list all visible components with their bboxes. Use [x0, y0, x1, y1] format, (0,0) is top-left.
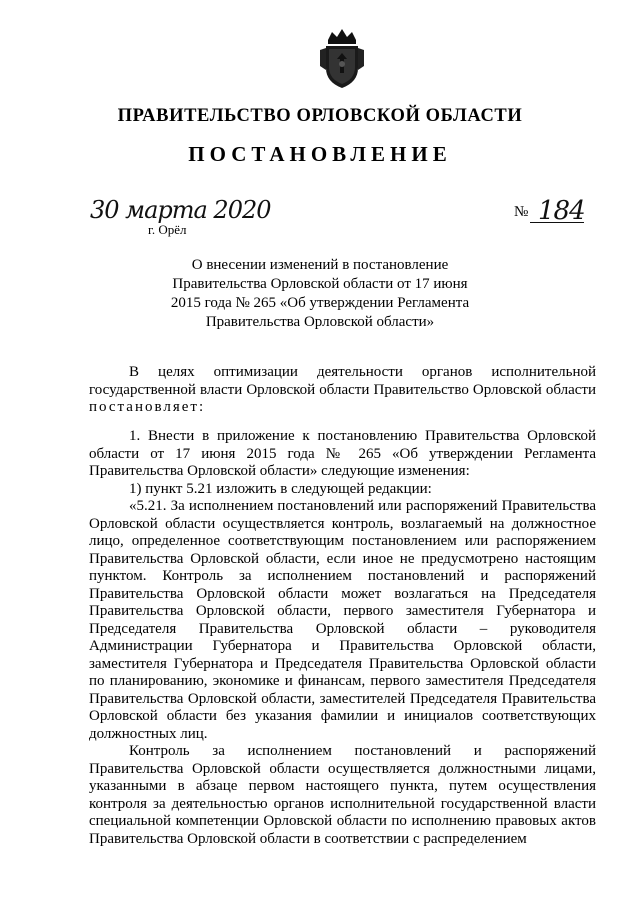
item-1-paragraph: 1. Внести в приложение к постановлению Правительства Орловской области от 17 июня 2015 года № 265 «Об утверждении Регламента Правительства Орловской области» следующие изменения:: [89, 428, 596, 479]
subject-line: О внесении изменений в постановление: [191, 257, 449, 273]
item-1-1-paragraph: 1) пункт 5.21 изложить в следующей редакции:: [129, 480, 432, 497]
handwritten-date: 30 марта 2020: [90, 196, 271, 224]
subject-line: Правительства Орловской области»: [205, 314, 435, 330]
place-of-issue: г. Орёл: [148, 222, 187, 237]
resolution-body: [89, 428, 596, 848]
quoted-paragraph-2: Контроль за исполнением постановлений и распоряжений Правительства Орловской области осуществляется должностными лицами, указанными в абзаце первом настоящего пункта, путем осуществления контроля за деятельностью органов исполнительной государственной власти специальной компетенции Орловской области по исполнению правовых актов Правительства Орловской области в соответствии с распределением: [89, 743, 596, 847]
number-underline: [530, 222, 584, 223]
quoted-amendment: [89, 498, 596, 848]
preamble-text: В целях оптимизации деятельности органов исполнительной государственной власти Орловской области Правительство Орловской области: [89, 364, 596, 398]
preamble-resolves: постановляет:: [89, 399, 206, 415]
preamble: [89, 364, 596, 417]
organization-title: ПРАВИТЕЛЬСТВО ОРЛОВСКОЙ ОБЛАСТИ: [117, 106, 523, 126]
handwritten-document-number: 184: [538, 196, 585, 226]
subject-line: Правительства Орловской области от 17 июня: [172, 276, 468, 292]
document-type-title: ПОСТАНОВЛЕНИЕ: [188, 142, 452, 166]
coat-of-arms-emblem: [318, 26, 366, 90]
document-subject: [150, 256, 490, 332]
number-sign: №: [514, 204, 529, 220]
quoted-paragraph-1: «5.21. За исполнением постановлений или распоряжений Правительства Орловской области осуществляется контроль, возлагаемый на должностное лицо, определенное соответствующим постановлением или распоряжением Правительства Орловской области, если иное не предусмотрено настоящим пунктом. Контроль за исполнением постановлений и распоряжений Правительства Орловской области может возлагаться на Председателя Правительства Орловской области, первого заместителя Губернатора и Председателя Правительства Орловской области – руководителя Администрации Губернатора и Правительства Орловской области, заместителя Губернатора и Председателя Правительства Орловской области по планированию, экономике и финансам, первого заместителя Председателя Правительства Орловской области, заместителей Председателя Правительства Орловской области без указания фамилии и инициалов соответствующих должностных лиц.: [89, 498, 596, 742]
subject-line: 2015 года № 265 «Об утверждении Регламента: [170, 295, 470, 311]
